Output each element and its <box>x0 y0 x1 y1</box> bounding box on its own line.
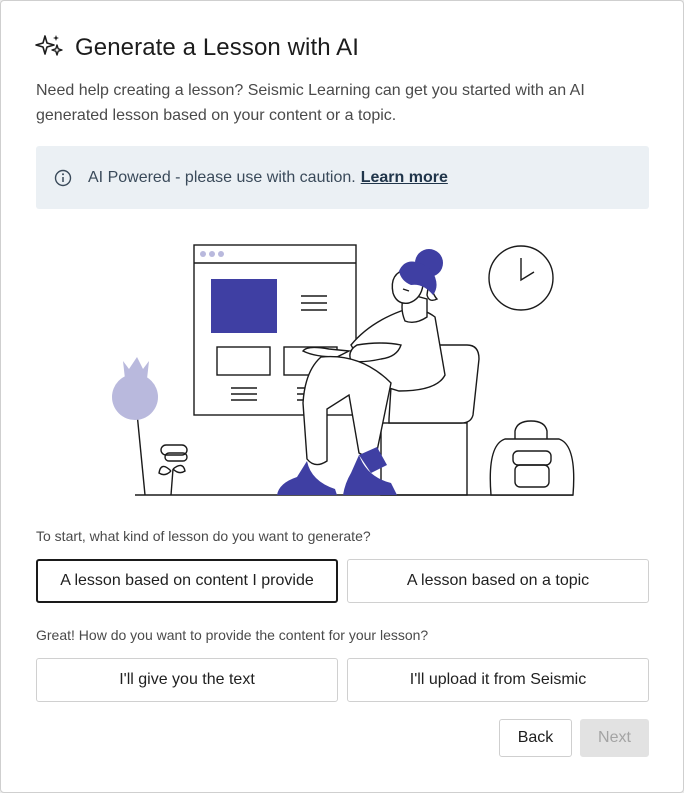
sparkles-icon <box>35 33 65 63</box>
next-button[interactable]: Next <box>580 719 649 757</box>
intro-text: Need help creating a lesson? Seismic Learning can get you started with an AI generated lesson based on your content or a topic. <box>36 82 585 124</box>
info-icon <box>54 169 72 187</box>
learn-more-link[interactable]: Learn more <box>360 168 448 186</box>
source-option-upload[interactable]: I'll upload it from Seismic <box>347 658 649 702</box>
ai-caution-banner <box>36 146 649 209</box>
dialog-header <box>35 33 359 63</box>
back-button[interactable]: Back <box>499 719 572 757</box>
banner-text: AI Powered - please use with caution. <box>88 168 356 186</box>
lesson-type-option-topic[interactable]: A lesson based on a topic <box>347 559 649 603</box>
dialog-title: Generate a Lesson with AI <box>75 34 360 61</box>
source-option-text[interactable]: I'll give you the text <box>36 658 338 702</box>
person-at-screen-illustration <box>101 233 585 503</box>
lesson-type-option-content[interactable]: A lesson based on content I provide <box>36 559 338 603</box>
lesson-type-question: To start, what kind of lesson do you want to generate? <box>36 528 371 544</box>
content-source-question: Great! How do you want to provide the content for your lesson? <box>36 627 429 643</box>
